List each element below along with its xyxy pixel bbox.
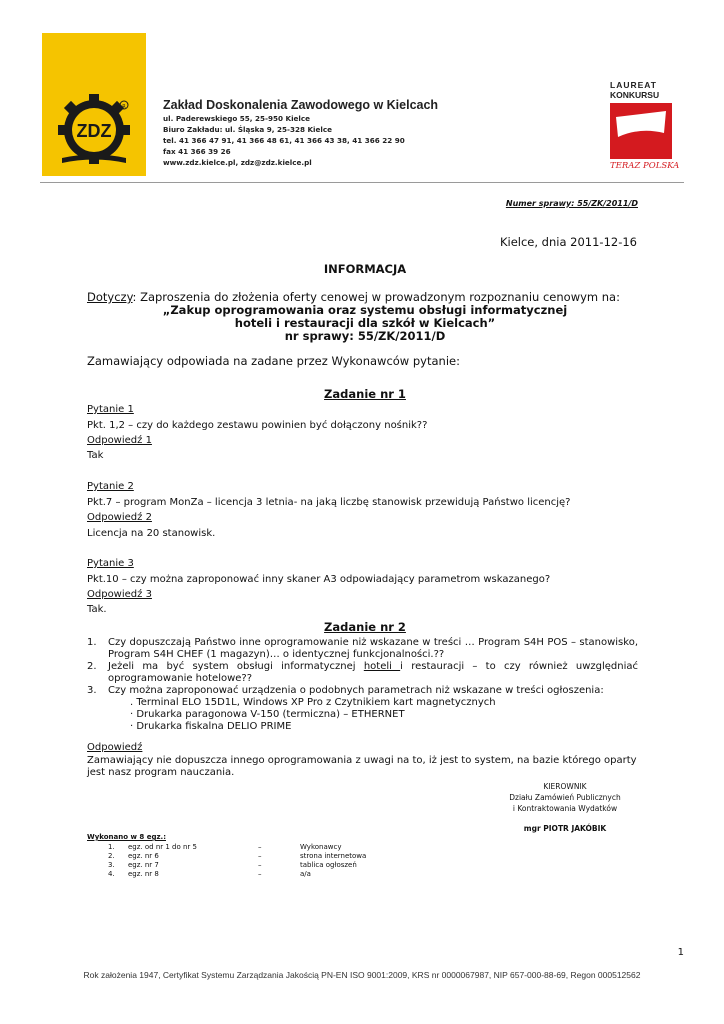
list-item-2-line-1 (108, 661, 638, 672)
copies-num: 3. (108, 861, 115, 869)
doc-title: INFORMACJA (323, 262, 407, 276)
sub-item-terminal: . Terminal ELO 15D1L, Windows XP Pro z Czytnikiem kart magnetycznych (130, 697, 496, 708)
zadanie-2-heading: Zadanie nr 2 (324, 620, 406, 634)
question-1-text: Pkt. 1,2 – czy do każdego zestawu powinien być dołączony nośnik?? (87, 420, 428, 431)
copies-dash: – (258, 861, 262, 869)
copies-num: 4. (108, 870, 115, 878)
list-item-2-text-b: i restauracji – to czy również uwzględniać (400, 661, 638, 672)
copies-num: 2. (108, 852, 115, 860)
list-item-2-text-hoteli: hoteli (363, 661, 401, 672)
svg-text:ZDZ: ZDZ (76, 121, 112, 141)
zadanie-1-heading: Zadanie nr 1 (324, 387, 406, 401)
answer-line-1: Zamawiający nie dopuszcza innego oprogramowania z uwagi na to, iż jest to system, na bazie którego oparty (87, 755, 637, 766)
copies-egz: egz. nr 7 (128, 861, 159, 869)
dotyczy-label: Dotyczy (87, 290, 133, 304)
svg-text:R: R (122, 104, 126, 110)
sub-item-drukarka-fiskalna: · Drukarka fiskalna DELIO PRIME (130, 721, 292, 732)
intro-text: Zamawiający odpowiada na zadane przez Wykonawców pytanie: (87, 354, 460, 368)
footer-text: Rok założenia 1947, Certyfikat Systemu Zarządzania Jakością PN-EN ISO 9001:2009, KRS nr 0000067987, NIP 657-000-88-69, Regon 000512562 (83, 970, 641, 980)
header-divider (40, 182, 684, 183)
answer-line-2: jest nasz program nauczania. (87, 767, 235, 778)
fax-line: fax 41 366 39 26 (163, 147, 231, 156)
list-item-1-number: 1. (87, 637, 97, 648)
subject-line-3: nr sprawy: 55/ZK/2011/D (284, 329, 446, 343)
copies-dash: – (258, 843, 262, 851)
question-3-text: Pkt.10 – czy można zaproponować inny skaner A3 odpowiadający parametrom wskazanego? (87, 574, 551, 585)
copies-row-4 (108, 870, 408, 880)
question-2-text: Pkt.7 – program MonZa – licencja 3 letnia- na jaką liczbę stanowisk przewidują Państwo licencję? (87, 497, 571, 508)
office-address-line: Biuro Zakładu: ul. Śląska 9, 25-328 Kielce (163, 125, 332, 134)
laureat-text: LAUREAT (610, 80, 657, 90)
list-item-1-line-2: Program S4H CHEF (1 magazyn)… o identycznej funkcjonalności.?? (108, 649, 445, 660)
answer-3-text: Tak. (87, 604, 107, 615)
signature-title: KIEROWNIK (543, 782, 587, 791)
copies-target: Wykonawcy (300, 843, 342, 851)
copies-dash: – (258, 852, 262, 860)
answer-label: Odpowiedź (87, 742, 143, 753)
company-name: Zakład Doskonalenia Zawodowego w Kielcach (163, 98, 439, 112)
dotyczy-text: : Zaproszenia do złożenia oferty cenowej w prowadzonym rozpoznaniu cenowym na: (132, 290, 620, 304)
list-item-2-number: 2. (87, 661, 97, 672)
subject-line-1: „Zakup oprogramowania oraz systemu obsługi informatycznej (162, 303, 568, 317)
list-item-2-line-2: oprogramowanie hotelowe?? (108, 673, 253, 684)
question-2-label: Pytanie 2 (87, 481, 134, 492)
copies-dash: – (258, 870, 262, 878)
signature-dept-1: Działu Zamówień Publicznych (509, 793, 621, 802)
answer-2-label: Odpowiedź 2 (87, 512, 152, 523)
answer-1-label: Odpowiedź 1 (87, 435, 152, 446)
copies-target: strona internetowa (300, 852, 367, 860)
list-item-3-number: 3. (87, 685, 97, 696)
signature-name: mgr PIOTR JAKÓBIK (523, 824, 607, 833)
zdz-logo (42, 33, 146, 176)
teraz-polska-logo (610, 103, 672, 159)
case-number: Numer sprawy: 55/ZK/2011/D (505, 199, 638, 208)
list-item-1-line-1: Czy dopuszczają Państwo inne oprogramowanie niż wskazane w treści … Program S4H POS – stanowisko, (108, 637, 638, 648)
copies-egz: egz. od nr 1 do nr 5 (128, 843, 197, 851)
question-3-label: Pytanie 3 (87, 558, 134, 569)
answer-3-label: Odpowiedź 3 (87, 589, 152, 600)
web-email-line: www.zdz.kielce.pl, zdz@zdz.kielce.pl (163, 158, 312, 167)
question-1-label: Pytanie 1 (87, 404, 134, 415)
answer-2-text: Licencja na 20 stanowisk. (87, 528, 216, 539)
copies-title: Wykonano w 8 egz.: (87, 833, 166, 841)
copies-target: a/a (300, 870, 311, 878)
flag-icon (610, 103, 672, 159)
konkursu-text: KONKURSU (610, 90, 660, 100)
copies-egz: egz. nr 6 (128, 852, 159, 860)
signature-dept-2: i Kontraktowania Wydatków (512, 804, 618, 813)
copies-num: 1. (108, 843, 115, 851)
copies-target: tablica ogłoszeń (300, 861, 357, 869)
answer-1-text: Tak (87, 450, 104, 461)
copies-egz: egz. nr 8 (128, 870, 159, 878)
dotyczy-line (87, 290, 620, 304)
gear-book-icon (42, 33, 146, 176)
address-line: ul. Paderewskiego 55, 25-950 Kielce (163, 114, 311, 123)
list-item-2-text-a: Jeżeli ma być system obsługi informatycznej (108, 661, 364, 672)
sub-item-drukarka-paragonowa: · Drukarka paragonowa V-150 (termiczna) – ETHERNET (130, 709, 405, 720)
list-item-3-line-1: Czy można zaproponować urządzenia o podobnych parametrach niż wskazane w treści ogłoszenia: (108, 685, 604, 696)
phone-line: tel. 41 366 47 91, 41 366 48 61, 41 366 43 38, 41 366 22 90 (163, 136, 405, 145)
subject-line-2: hoteli i restauracji dla szkół w Kielcach” (234, 316, 496, 330)
teraz-polska-text: TERAZ POLSKA (610, 161, 680, 171)
page-number: 1 (677, 947, 684, 958)
date-line: Kielce, dnia 2011-12-16 (499, 235, 637, 249)
